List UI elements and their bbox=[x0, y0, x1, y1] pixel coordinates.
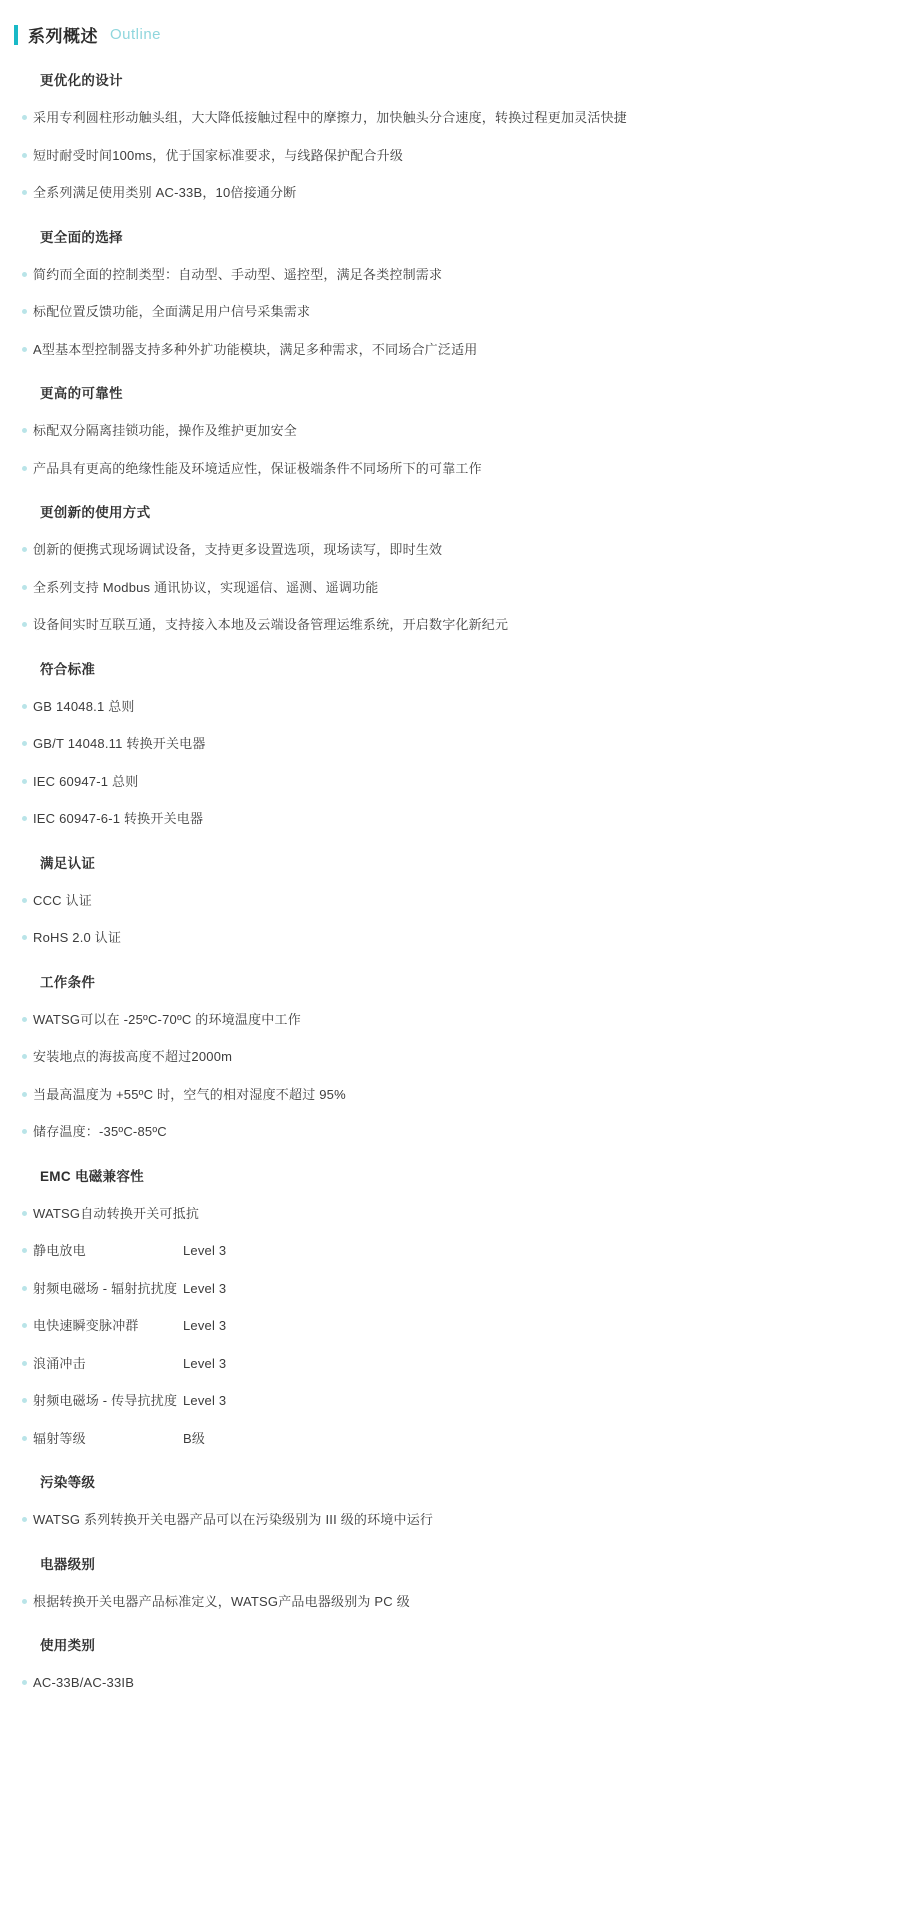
list-item bbox=[22, 1583, 878, 1621]
list-item bbox=[22, 1232, 878, 1270]
list-item bbox=[22, 1270, 878, 1308]
bullet-dot-icon bbox=[22, 347, 27, 352]
group-title: 符合标准 bbox=[40, 661, 96, 677]
spec-value: Level 3 bbox=[183, 1318, 227, 1333]
outline-group bbox=[22, 382, 878, 487]
list-item bbox=[22, 174, 878, 212]
list-item-text: 安装地点的海拔高度不超过2000m bbox=[33, 1049, 233, 1064]
list-item bbox=[22, 725, 878, 763]
spec-value: Level 3 bbox=[183, 1280, 227, 1296]
list-item bbox=[22, 1001, 878, 1039]
bullet-dot-icon bbox=[22, 1599, 27, 1604]
group-title: 电器级别 bbox=[40, 1556, 96, 1572]
bullet-dot-icon bbox=[22, 466, 27, 471]
spec-label: 电快速瞬变脉冲群 bbox=[33, 1318, 139, 1333]
bullet-dot-icon bbox=[22, 622, 27, 627]
bullet-dot-icon bbox=[22, 741, 27, 746]
group-title: 更优化的设计 bbox=[40, 73, 123, 88]
list-item bbox=[22, 1345, 878, 1383]
bullet-dot-icon bbox=[22, 1129, 27, 1134]
bullet-dot-icon bbox=[22, 1286, 27, 1291]
list-item-text bbox=[33, 1316, 878, 1336]
list-item bbox=[22, 1501, 878, 1539]
list-item-text: 根据转换开关电器产品标准定义，WATSG产品电器级别为 PC 级 bbox=[33, 1593, 410, 1609]
list-item bbox=[22, 1420, 878, 1458]
bullet-dot-icon bbox=[22, 1054, 27, 1059]
outline-group bbox=[22, 226, 878, 369]
section-header bbox=[0, 22, 900, 47]
outline-group bbox=[22, 971, 878, 1151]
list-item-text: WATSG可以在 -25ºC-70ºC 的环境温度中工作 bbox=[33, 1011, 301, 1027]
bullet-dot-icon bbox=[22, 272, 27, 277]
bullet-dot-icon bbox=[22, 1361, 27, 1366]
list-item bbox=[22, 919, 878, 957]
group-title: 污染等级 bbox=[40, 1475, 96, 1490]
list-item bbox=[22, 606, 878, 644]
group-title: 工作条件 bbox=[40, 974, 96, 990]
list-item bbox=[22, 256, 878, 294]
list-item-text bbox=[33, 1354, 878, 1374]
group-title: 使用类别 bbox=[40, 1638, 96, 1653]
bullet-dot-icon bbox=[22, 309, 27, 314]
list-item bbox=[22, 331, 878, 369]
list-item bbox=[22, 1038, 878, 1076]
list-item bbox=[22, 137, 878, 175]
list-item-text: 短时耐受时间100ms，优于国家标准要求，与线路保护配合升级 bbox=[33, 147, 404, 163]
bullet-dot-icon bbox=[22, 190, 27, 195]
list-item-text: A型基本型控制器支持多种外扩功能模块，满足多种需求，不同场合广泛适用 bbox=[33, 341, 478, 357]
group-title: 满足认证 bbox=[40, 855, 96, 871]
outline-group bbox=[22, 1165, 878, 1458]
list-item bbox=[22, 1307, 878, 1345]
outline-group bbox=[22, 1471, 878, 1539]
list-item bbox=[22, 1076, 878, 1114]
list-item-text: GB 14048.1 总则 bbox=[33, 698, 135, 714]
group-title: EMC 电磁兼容性 bbox=[40, 1168, 144, 1184]
list-item bbox=[22, 450, 878, 488]
bullet-dot-icon bbox=[22, 816, 27, 821]
list-item bbox=[22, 569, 878, 607]
outline-content bbox=[0, 69, 900, 1702]
bullet-dot-icon bbox=[22, 547, 27, 552]
list-item bbox=[22, 800, 878, 838]
spec-label: 静电放电 bbox=[33, 1243, 86, 1258]
bullet-dot-icon bbox=[22, 1017, 27, 1022]
list-item bbox=[22, 531, 878, 569]
page-title: 系列概述 bbox=[28, 27, 98, 46]
list-item-text: 当最高温度为 +55ºC 时，空气的相对湿度不超过 95% bbox=[33, 1086, 346, 1102]
accent-bar-icon bbox=[14, 25, 18, 45]
list-item-text: 设备间实时互联互通，支持接入本地及云端设备管理运维系统，开启数字化新纪元 bbox=[33, 617, 509, 632]
list-item-text: WATSG自动转换开关可抵抗 bbox=[33, 1205, 200, 1221]
list-item-text: 创新的便携式现场调试设备，支持更多设置选项，现场读写，即时生效 bbox=[33, 542, 443, 557]
bullet-dot-icon bbox=[22, 115, 27, 120]
list-item bbox=[22, 1113, 878, 1151]
list-item-text: RoHS 2.0 认证 bbox=[33, 930, 122, 945]
bullet-dot-icon bbox=[22, 428, 27, 433]
list-item-text bbox=[33, 1429, 878, 1449]
list-item-text: 全系列满足使用类别 AC-33B，10倍接通分断 bbox=[33, 185, 297, 200]
outline-group bbox=[22, 658, 878, 838]
outline-group bbox=[22, 69, 878, 212]
bullet-dot-icon bbox=[22, 1680, 27, 1685]
list-item bbox=[22, 688, 878, 726]
list-item-text bbox=[33, 1279, 878, 1299]
group-title: 更全面的选择 bbox=[40, 229, 123, 245]
list-item-text: AC-33B/AC-33IB bbox=[33, 1675, 135, 1690]
bullet-dot-icon bbox=[22, 1517, 27, 1522]
list-item bbox=[22, 412, 878, 450]
outline-group bbox=[22, 501, 878, 644]
list-item bbox=[22, 1195, 878, 1233]
bullet-dot-icon bbox=[22, 1211, 27, 1216]
spec-label: 辐射等级 bbox=[33, 1430, 86, 1446]
bullet-dot-icon bbox=[22, 898, 27, 903]
list-item bbox=[22, 293, 878, 331]
page-title-english: Outline bbox=[110, 26, 162, 43]
list-item-text: IEC 60947-1 总则 bbox=[33, 773, 139, 789]
outline-group bbox=[22, 1553, 878, 1621]
spec-label: 射频电磁场 - 辐射抗扰度 bbox=[33, 1280, 178, 1296]
bullet-dot-icon bbox=[22, 585, 27, 590]
spec-value: Level 3 bbox=[183, 1393, 227, 1408]
bullet-dot-icon bbox=[22, 1398, 27, 1403]
list-item-text bbox=[33, 1241, 878, 1261]
bullet-dot-icon bbox=[22, 779, 27, 784]
list-item-text: 产品具有更高的绝缘性能及环境适应性，保证极端条件不同场所下的可靠工作 bbox=[33, 460, 482, 476]
list-item bbox=[22, 1664, 878, 1702]
list-item-text: 采用专利圆柱形动触头组，大大降低接触过程中的摩擦力，加快触头分合速度，转换过程更加灵活快捷 bbox=[33, 110, 628, 125]
list-item-text: 储存温度：-35ºC-85ºC bbox=[33, 1124, 167, 1139]
group-title: 更创新的使用方式 bbox=[40, 505, 151, 520]
spec-value: Level 3 bbox=[183, 1355, 227, 1371]
list-item-text: WATSG 系列转换开关电器产品可以在污染级别为 III 级的环境中运行 bbox=[33, 1512, 434, 1527]
outline-group bbox=[22, 852, 878, 957]
bullet-dot-icon bbox=[22, 1092, 27, 1097]
list-item bbox=[22, 882, 878, 920]
list-item-text: CCC 认证 bbox=[33, 892, 92, 908]
list-item bbox=[22, 763, 878, 801]
list-item-text: GB/T 14048.11 转换开关电器 bbox=[33, 736, 206, 751]
bullet-dot-icon bbox=[22, 704, 27, 709]
list-item bbox=[22, 1382, 878, 1420]
spec-label: 射频电磁场 - 传导抗扰度 bbox=[33, 1393, 178, 1408]
spec-value: Level 3 bbox=[183, 1243, 227, 1258]
list-item-text: IEC 60947-6-1 转换开关电器 bbox=[33, 811, 204, 826]
bullet-dot-icon bbox=[22, 1248, 27, 1253]
bullet-dot-icon bbox=[22, 1436, 27, 1441]
spec-value: B级 bbox=[183, 1430, 206, 1446]
bullet-dot-icon bbox=[22, 153, 27, 158]
list-item bbox=[22, 99, 878, 137]
list-item-text: 全系列支持 Modbus 通讯协议，实现遥信、遥测、遥调功能 bbox=[33, 579, 379, 595]
outline-group bbox=[22, 1634, 878, 1702]
group-title: 更高的可靠性 bbox=[40, 386, 123, 401]
spec-label: 浪涌冲击 bbox=[33, 1355, 86, 1371]
bullet-dot-icon bbox=[22, 1323, 27, 1328]
list-item-text: 标配位置反馈功能，全面满足用户信号采集需求 bbox=[33, 304, 311, 319]
list-item-text: 标配双分隔离挂锁功能，操作及维护更加安全 bbox=[33, 423, 298, 438]
list-item-text: 简约而全面的控制类型：自动型、手动型、遥控型，满足各类控制需求 bbox=[33, 266, 443, 282]
bullet-dot-icon bbox=[22, 935, 27, 940]
list-item-text bbox=[33, 1391, 878, 1411]
